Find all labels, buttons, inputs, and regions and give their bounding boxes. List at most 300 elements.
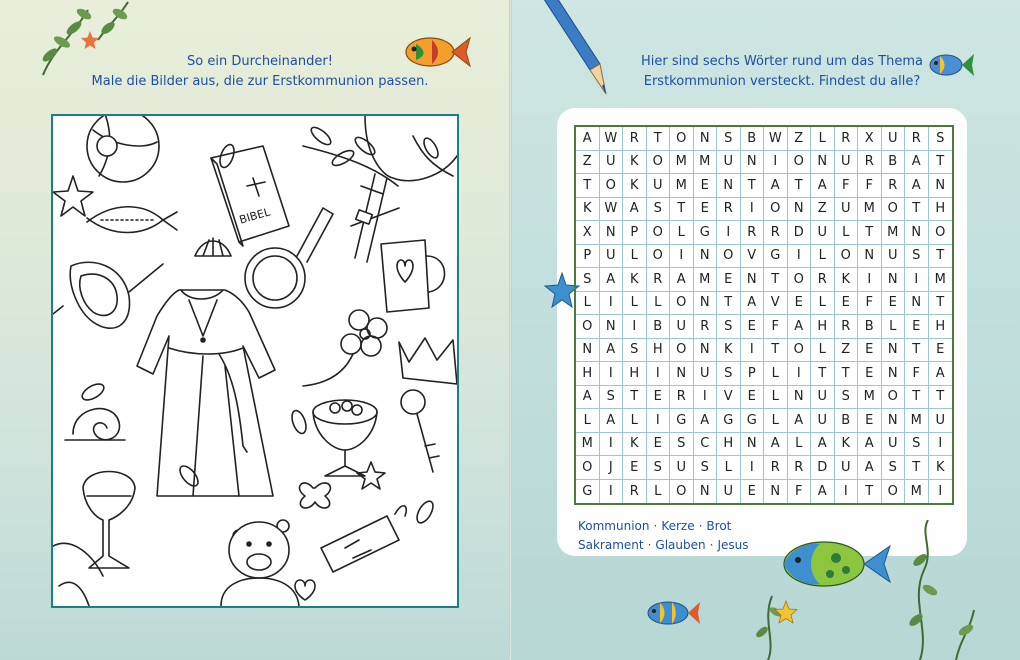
- grid-cell[interactable]: R: [717, 198, 741, 222]
- grid-cell[interactable]: O: [600, 174, 624, 198]
- grid-cell[interactable]: I: [905, 268, 929, 292]
- grid-cell[interactable]: E: [741, 386, 765, 410]
- grid-cell[interactable]: T: [929, 151, 953, 175]
- teddy-bear-icon: [221, 520, 299, 606]
- grid-cell[interactable]: N: [717, 174, 741, 198]
- grid-cell[interactable]: X: [858, 127, 882, 151]
- grid-cell[interactable]: H: [576, 362, 600, 386]
- grid-cell[interactable]: S: [647, 198, 671, 222]
- mug-icon: [381, 240, 445, 312]
- grid-cell[interactable]: A: [811, 174, 835, 198]
- grid-cell[interactable]: T: [905, 339, 929, 363]
- grid-cell[interactable]: M: [694, 268, 718, 292]
- grid-cell[interactable]: E: [929, 339, 953, 363]
- grid-cell[interactable]: T: [764, 339, 788, 363]
- grid-cell[interactable]: I: [600, 292, 624, 316]
- grid-cell[interactable]: M: [670, 151, 694, 175]
- grid-cell[interactable]: P: [623, 221, 647, 245]
- grid-cell[interactable]: S: [717, 315, 741, 339]
- grid-cell[interactable]: U: [835, 151, 859, 175]
- grid-cell[interactable]: M: [929, 268, 953, 292]
- word-list-line2: [578, 536, 748, 555]
- grid-cell[interactable]: N: [694, 480, 718, 504]
- grid-cell[interactable]: O: [670, 339, 694, 363]
- grid-cell[interactable]: F: [858, 292, 882, 316]
- grid-cell[interactable]: O: [788, 151, 812, 175]
- grid-cell[interactable]: I: [600, 362, 624, 386]
- grid-cell[interactable]: Z: [811, 198, 835, 222]
- grid-cell[interactable]: L: [576, 292, 600, 316]
- coloring-picture: [51, 114, 459, 608]
- grid-cell[interactable]: U: [882, 433, 906, 457]
- grid-cell[interactable]: B: [647, 315, 671, 339]
- grid-cell[interactable]: E: [717, 268, 741, 292]
- seaweed-icon: [900, 520, 980, 660]
- grid-cell[interactable]: R: [623, 127, 647, 151]
- grid-cell[interactable]: K: [623, 151, 647, 175]
- grid-cell[interactable]: S: [647, 456, 671, 480]
- grid-cell[interactable]: H: [647, 339, 671, 363]
- word-separator: ·: [653, 519, 658, 533]
- grid-cell[interactable]: N: [882, 409, 906, 433]
- grid-cell[interactable]: U: [811, 221, 835, 245]
- grid-cell[interactable]: A: [600, 409, 624, 433]
- grid-cell[interactable]: H: [623, 362, 647, 386]
- grid-cell[interactable]: D: [788, 221, 812, 245]
- grid-cell[interactable]: E: [858, 339, 882, 363]
- grid-cell[interactable]: O: [647, 151, 671, 175]
- fish-green-icon: [780, 534, 892, 594]
- grid-cell[interactable]: R: [835, 127, 859, 151]
- grid-cell[interactable]: K: [929, 456, 953, 480]
- grid-cell[interactable]: G: [694, 221, 718, 245]
- grid-cell[interactable]: G: [741, 409, 765, 433]
- word-separator: ·: [698, 519, 703, 533]
- grid-cell[interactable]: N: [905, 292, 929, 316]
- grid-cell[interactable]: L: [670, 221, 694, 245]
- grid-cell[interactable]: O: [670, 127, 694, 151]
- grid-cell[interactable]: W: [600, 127, 624, 151]
- grid-cell[interactable]: P: [741, 362, 765, 386]
- grid-cell[interactable]: L: [882, 315, 906, 339]
- key-icon: [401, 390, 439, 472]
- grid-cell[interactable]: G: [717, 409, 741, 433]
- grid-cell[interactable]: N: [576, 339, 600, 363]
- butterfly-icon: [300, 483, 331, 508]
- grid-cell[interactable]: M: [670, 174, 694, 198]
- grid-cell[interactable]: T: [741, 174, 765, 198]
- grid-cell[interactable]: M: [576, 433, 600, 457]
- grid-cell[interactable]: A: [600, 339, 624, 363]
- right-heading: [572, 52, 992, 92]
- grid-cell[interactable]: F: [905, 362, 929, 386]
- ichthys-icon: [87, 207, 177, 233]
- grid-cell[interactable]: N: [905, 221, 929, 245]
- grid-cell[interactable]: L: [811, 339, 835, 363]
- grid-cell[interactable]: I: [741, 456, 765, 480]
- heart-icon: [295, 580, 315, 600]
- grid-cell[interactable]: I: [694, 386, 718, 410]
- grid-cell[interactable]: T: [929, 245, 953, 269]
- grid-cell[interactable]: F: [788, 480, 812, 504]
- grid-cell[interactable]: I: [938, 483, 943, 499]
- grid-cell[interactable]: N: [788, 386, 812, 410]
- grid-cell[interactable]: I: [788, 245, 812, 269]
- grid-cell[interactable]: M: [905, 409, 929, 433]
- left-heading-line1: So ein Durcheinander!: [187, 54, 333, 69]
- word-brot: Brot: [706, 519, 732, 533]
- grid-cell[interactable]: I: [670, 245, 694, 269]
- grid-cell[interactable]: F: [835, 174, 859, 198]
- grid-cell[interactable]: N: [882, 362, 906, 386]
- grid-cell[interactable]: V: [717, 386, 741, 410]
- grid-cell[interactable]: N: [694, 127, 718, 151]
- grid-cell[interactable]: R: [741, 221, 765, 245]
- grid-cell[interactable]: B: [741, 127, 765, 151]
- grid-cell[interactable]: L: [788, 433, 812, 457]
- grid-cell[interactable]: U: [600, 245, 624, 269]
- grid-cell[interactable]: R: [694, 315, 718, 339]
- grid-cell[interactable]: I: [717, 221, 741, 245]
- grid-cell[interactable]: L: [811, 245, 835, 269]
- grid-cell[interactable]: F: [764, 315, 788, 339]
- grid-cell[interactable]: I: [647, 409, 671, 433]
- grid-cell[interactable]: U: [717, 480, 741, 504]
- grid-cell[interactable]: A: [788, 409, 812, 433]
- grid-cell[interactable]: A: [788, 315, 812, 339]
- grid-cell[interactable]: J: [600, 456, 624, 480]
- grid-cell[interactable]: T: [835, 362, 859, 386]
- grid-cell[interactable]: E: [694, 198, 718, 222]
- word-separator: ·: [647, 538, 652, 552]
- grid-cell[interactable]: O: [670, 480, 694, 504]
- grid-cell[interactable]: L: [623, 292, 647, 316]
- grid-cell[interactable]: U: [882, 127, 906, 151]
- grid-cell[interactable]: N: [694, 292, 718, 316]
- grid-cell[interactable]: R: [670, 386, 694, 410]
- grid-cell[interactable]: K: [717, 339, 741, 363]
- grid-cell[interactable]: L: [647, 292, 671, 316]
- grid-cell[interactable]: N: [882, 339, 906, 363]
- grid-cell[interactable]: O: [576, 315, 600, 339]
- grid-cell[interactable]: K: [623, 433, 647, 457]
- grid-cell[interactable]: Z: [788, 127, 812, 151]
- grid-cell[interactable]: L: [811, 127, 835, 151]
- grid-cell[interactable]: U: [835, 198, 859, 222]
- grid-cell[interactable]: N: [764, 480, 788, 504]
- grid-cell[interactable]: D: [811, 456, 835, 480]
- word-glauben: Glauben: [655, 538, 706, 552]
- grid-cell[interactable]: R: [835, 315, 859, 339]
- grid-cell[interactable]: U: [811, 386, 835, 410]
- grid-cell[interactable]: E: [788, 292, 812, 316]
- word-kerze: Kerze: [661, 519, 695, 533]
- grid-cell[interactable]: T: [905, 198, 929, 222]
- grid-cell[interactable]: C: [694, 433, 718, 457]
- grid-cell[interactable]: E: [835, 292, 859, 316]
- grid-cell[interactable]: N: [741, 268, 765, 292]
- grid-cell[interactable]: O: [764, 198, 788, 222]
- grid-cell[interactable]: R: [623, 480, 647, 504]
- grid-cell[interactable]: O: [576, 456, 600, 480]
- grid-cell[interactable]: T: [717, 292, 741, 316]
- grid-cell[interactable]: V: [741, 245, 765, 269]
- grid-cell[interactable]: A: [764, 433, 788, 457]
- grid-cell[interactable]: N: [600, 315, 624, 339]
- grid-cell[interactable]: U: [647, 174, 671, 198]
- grid-cell[interactable]: T: [811, 362, 835, 386]
- crown-icon: [399, 338, 457, 384]
- grid-cell[interactable]: O: [882, 480, 906, 504]
- grid-cell[interactable]: I: [835, 480, 859, 504]
- grid-cell[interactable]: B: [882, 151, 906, 175]
- grid-cell[interactable]: E: [647, 386, 671, 410]
- grid-cell[interactable]: O: [835, 245, 859, 269]
- bowl-icon: [313, 400, 377, 476]
- grid-cell[interactable]: N: [694, 339, 718, 363]
- grid-cell[interactable]: H: [929, 198, 953, 222]
- starfish-outline-icon: [53, 176, 93, 216]
- grid-cell[interactable]: L: [764, 362, 788, 386]
- grid-cell[interactable]: A: [670, 268, 694, 292]
- grid-cell[interactable]: R: [811, 268, 835, 292]
- grid-cell[interactable]: M: [858, 386, 882, 410]
- grid-cell[interactable]: I: [764, 151, 788, 175]
- grid-cell[interactable]: L: [623, 245, 647, 269]
- grid-cell[interactable]: A: [811, 433, 835, 457]
- grid-cell[interactable]: M: [858, 198, 882, 222]
- word-list-line1: [578, 517, 748, 536]
- grid-cell[interactable]: P: [576, 245, 600, 269]
- grid-cell[interactable]: L: [811, 292, 835, 316]
- grid-cell[interactable]: A: [623, 198, 647, 222]
- grid-cell[interactable]: R: [764, 456, 788, 480]
- grid-cell[interactable]: X: [576, 221, 600, 245]
- left-heading-line2: Male die Bilder aus, die zur Erstkommunion passen.: [91, 74, 429, 89]
- grid-cell[interactable]: R: [905, 127, 929, 151]
- grid-cell[interactable]: R: [788, 456, 812, 480]
- grid-cell[interactable]: L: [764, 409, 788, 433]
- grid-cell[interactable]: L: [576, 409, 600, 433]
- grid-cell[interactable]: E: [858, 362, 882, 386]
- grid-cell[interactable]: S: [882, 456, 906, 480]
- grid-cell[interactable]: R: [858, 151, 882, 175]
- grid-cell[interactable]: N: [788, 198, 812, 222]
- grid-cell[interactable]: R: [882, 174, 906, 198]
- grid-cell[interactable]: S: [905, 245, 929, 269]
- grid-cell[interactable]: N: [694, 245, 718, 269]
- grid-cell[interactable]: O: [882, 198, 906, 222]
- grid-cell[interactable]: E: [882, 292, 906, 316]
- grid-cell[interactable]: I: [623, 315, 647, 339]
- grid-cell[interactable]: Z: [835, 339, 859, 363]
- grid-cell[interactable]: I: [929, 433, 953, 457]
- grid-cell[interactable]: O: [670, 292, 694, 316]
- grid-cell[interactable]: T: [929, 292, 953, 316]
- grid-cell[interactable]: S: [929, 127, 953, 151]
- grid-cell[interactable]: I: [741, 339, 765, 363]
- grid-cell[interactable]: L: [647, 480, 671, 504]
- grid-cell[interactable]: N: [741, 433, 765, 457]
- word-list: [578, 517, 748, 555]
- grid-cell[interactable]: O: [647, 221, 671, 245]
- grid-cell[interactable]: N: [929, 174, 953, 198]
- grid-cell[interactable]: M: [694, 151, 718, 175]
- grid-cell[interactable]: K: [623, 268, 647, 292]
- grid-cell[interactable]: T: [764, 268, 788, 292]
- grid-cell[interactable]: O: [717, 245, 741, 269]
- grid-cell[interactable]: N: [600, 221, 624, 245]
- grid-cell[interactable]: A: [858, 456, 882, 480]
- grid-cell[interactable]: T: [858, 221, 882, 245]
- grid-cell[interactable]: A: [764, 174, 788, 198]
- grid-cell[interactable]: O: [929, 221, 953, 245]
- grid-cell[interactable]: E: [623, 456, 647, 480]
- grid-cell[interactable]: E: [905, 315, 929, 339]
- grid-cell[interactable]: F: [858, 174, 882, 198]
- bible-icon: [211, 146, 289, 246]
- grid-cell[interactable]: T: [788, 174, 812, 198]
- bible-label: BIBEL: [237, 205, 272, 227]
- grid-cell[interactable]: T: [905, 456, 929, 480]
- grid-cell[interactable]: S: [670, 433, 694, 457]
- grid-cell[interactable]: A: [858, 433, 882, 457]
- grid-cell[interactable]: K: [576, 198, 600, 222]
- word-separator: ·: [709, 538, 714, 552]
- grid-cell[interactable]: A: [905, 174, 929, 198]
- grid-cell[interactable]: G: [670, 409, 694, 433]
- grid-cell[interactable]: V: [764, 292, 788, 316]
- starfish-icon: [80, 30, 100, 50]
- grid-cell[interactable]: A: [576, 127, 600, 151]
- grid-cell[interactable]: I: [647, 362, 671, 386]
- grid-cell[interactable]: W: [600, 198, 624, 222]
- grid-cell[interactable]: A: [811, 480, 835, 504]
- goggles-icon: [53, 262, 163, 328]
- grid-cell[interactable]: T: [647, 127, 671, 151]
- flower-icon: [303, 310, 387, 386]
- grid-cell[interactable]: S: [905, 433, 929, 457]
- grid-cell[interactable]: S: [717, 127, 741, 151]
- grid-cell[interactable]: G: [764, 245, 788, 269]
- grid-cell[interactable]: H: [929, 315, 953, 339]
- grid-cell[interactable]: E: [741, 315, 765, 339]
- grid-cell[interactable]: E: [741, 480, 765, 504]
- grid-cell[interactable]: U: [600, 151, 624, 175]
- grid-cell[interactable]: U: [835, 456, 859, 480]
- grid-cell[interactable]: E: [647, 433, 671, 457]
- grid-cell[interactable]: O: [788, 339, 812, 363]
- right-heading-line2: Erstkommunion versteckt. Findest du alle?: [643, 74, 921, 89]
- grid-cell[interactable]: I: [858, 268, 882, 292]
- grid-cell[interactable]: S: [576, 268, 600, 292]
- right-page: [512, 0, 1020, 660]
- communion-robe-icon: [137, 290, 275, 496]
- grid-cell[interactable]: S: [717, 362, 741, 386]
- grid-cell[interactable]: S: [694, 456, 718, 480]
- grid-cell[interactable]: Z: [576, 151, 600, 175]
- grid-cell[interactable]: B: [835, 409, 859, 433]
- grid-cell[interactable]: U: [929, 409, 953, 433]
- grid-cell[interactable]: I: [741, 198, 765, 222]
- grid-cell[interactable]: K: [835, 433, 859, 457]
- grid-cell[interactable]: W: [764, 127, 788, 151]
- grid-cell[interactable]: H: [811, 315, 835, 339]
- shell-icon: [195, 238, 231, 256]
- grid-cell[interactable]: T: [858, 480, 882, 504]
- grid-cell[interactable]: T: [576, 174, 600, 198]
- grid-cell[interactable]: O: [788, 268, 812, 292]
- chalice-icon: [83, 472, 135, 569]
- grid-cell[interactable]: T: [929, 386, 953, 410]
- grid-cell[interactable]: B: [858, 315, 882, 339]
- grid-cell[interactable]: R: [764, 221, 788, 245]
- grid-cell[interactable]: I: [600, 480, 624, 504]
- fish-striped-icon: [644, 596, 702, 630]
- grid-cell[interactable]: U: [811, 409, 835, 433]
- grid-cell[interactable]: O: [882, 386, 906, 410]
- grid-cell[interactable]: T: [670, 198, 694, 222]
- grid-cell[interactable]: U: [717, 151, 741, 175]
- grid-cell[interactable]: H: [717, 433, 741, 457]
- grid-cell[interactable]: L: [835, 221, 859, 245]
- grid-cell[interactable]: A: [929, 362, 953, 386]
- left-page: [0, 0, 509, 660]
- grid-cell[interactable]: T: [623, 386, 647, 410]
- grid-cell[interactable]: T: [905, 386, 929, 410]
- grid-cell[interactable]: U: [670, 456, 694, 480]
- grid-cell[interactable]: U: [694, 362, 718, 386]
- grid-cell[interactable]: N: [858, 245, 882, 269]
- grid-cell[interactable]: N: [670, 362, 694, 386]
- grid-cell[interactable]: A: [600, 268, 624, 292]
- grid-cell[interactable]: A: [576, 386, 600, 410]
- grid-cell[interactable]: A: [694, 409, 718, 433]
- left-heading: [60, 52, 460, 92]
- star-icon: [357, 462, 385, 489]
- word-search-grid: [574, 125, 954, 505]
- grid-cell[interactable]: L: [717, 456, 741, 480]
- grid-cell[interactable]: S: [600, 386, 624, 410]
- word-kommunion: Kommunion: [578, 519, 650, 533]
- grid-cell[interactable]: N: [811, 151, 835, 175]
- grid-cell[interactable]: L: [623, 409, 647, 433]
- grid-cell[interactable]: I: [600, 433, 624, 457]
- grid-cell[interactable]: O: [647, 245, 671, 269]
- grid-cell[interactable]: K: [623, 174, 647, 198]
- grid-cell[interactable]: N: [882, 268, 906, 292]
- grid-cell[interactable]: A: [741, 292, 765, 316]
- grid-cell[interactable]: M: [905, 480, 929, 504]
- grid-cell[interactable]: I: [788, 362, 812, 386]
- grid-cell[interactable]: E: [694, 174, 718, 198]
- grid-cell[interactable]: G: [576, 480, 600, 504]
- grid-cell[interactable]: K: [835, 268, 859, 292]
- grid-cell[interactable]: L: [764, 386, 788, 410]
- cross-necklace-icon: [351, 116, 457, 262]
- grid-cell[interactable]: U: [882, 245, 906, 269]
- grid-cell[interactable]: M: [882, 221, 906, 245]
- grid-cell[interactable]: E: [858, 409, 882, 433]
- grid-cell[interactable]: S: [623, 339, 647, 363]
- grid-cell[interactable]: A: [905, 151, 929, 175]
- grid-cell[interactable]: S: [835, 386, 859, 410]
- grid-cell[interactable]: U: [670, 315, 694, 339]
- word-sakrament: Sakrament: [578, 538, 644, 552]
- grid-cell[interactable]: N: [741, 151, 765, 175]
- grid-cell[interactable]: R: [647, 268, 671, 292]
- ball-icon: [87, 116, 159, 182]
